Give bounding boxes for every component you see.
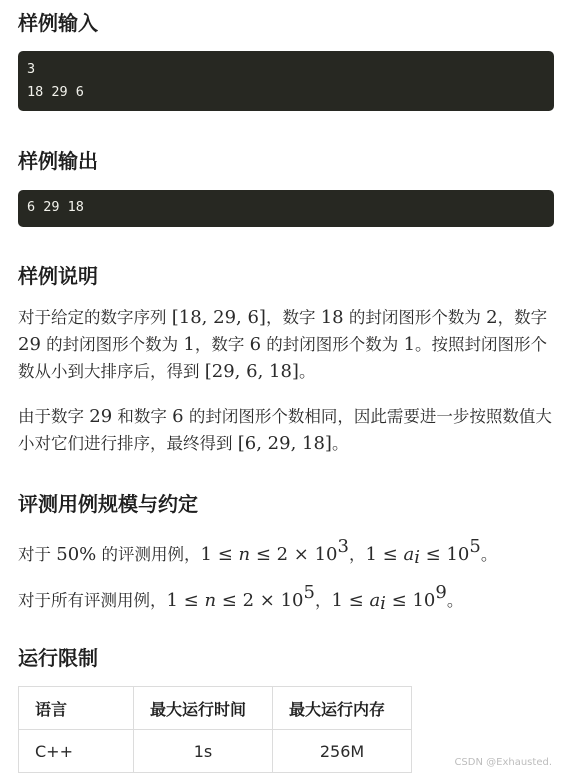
math: 1 — [403, 334, 416, 355]
text: ，数字 — [497, 308, 548, 327]
scale-heading: 评测用例规模与约定 — [18, 492, 198, 516]
math: 1 ≤ — [331, 590, 370, 611]
limits-table — [18, 686, 412, 773]
math: 1 — [183, 334, 195, 355]
math: 1 ≤ — [365, 544, 404, 565]
table-header-row — [19, 687, 412, 730]
math: 1 ≤ — [200, 544, 239, 565]
sample-input-code-block[interactable] — [18, 51, 554, 111]
text: 。按照封闭图形个数从小到大排序后，得到 — [18, 335, 548, 381]
text: 的封闭图形个数为 — [261, 335, 404, 354]
text: 的封闭图形个数为 — [343, 308, 487, 327]
text: ， — [348, 545, 366, 564]
sample-input-heading: 样例输入 — [18, 11, 98, 35]
math: ≤ 10 — [419, 544, 470, 565]
math: 29 — [89, 406, 113, 427]
math-sub: i — [414, 547, 420, 568]
text: 。 — [446, 591, 464, 610]
code-line: 3 — [27, 61, 36, 77]
math: [6, 29, 18] — [237, 433, 332, 454]
text: 的封闭图形个数为 — [40, 335, 184, 354]
cell-memory: 256M — [273, 730, 412, 773]
column-header-memory: 最大运行内存 — [273, 687, 412, 730]
cell-time: 1s — [134, 730, 273, 773]
math-sub: i — [380, 593, 386, 614]
math-exp: 5 — [303, 582, 315, 603]
text: ，数字 — [265, 308, 321, 327]
math-var: a — [403, 544, 415, 565]
explanation-paragraph-1 — [18, 304, 554, 385]
limits-heading: 运行限制 — [18, 646, 98, 670]
math: ≤ 10 — [385, 590, 436, 611]
text: 的封闭图形个数相同，因此需要进一步按照数值大小对它们进行排序，最终得到 — [18, 407, 552, 453]
math: 6 — [172, 406, 184, 427]
math: 18 — [320, 307, 344, 328]
math: [18, 29, 6] — [171, 307, 266, 328]
sample-output-heading: 样例输出 — [18, 149, 98, 173]
text: 的评测用例， — [96, 545, 201, 564]
column-header-language: 语言 — [19, 687, 134, 730]
math-var: a — [369, 590, 381, 611]
text: 对于 — [18, 545, 57, 564]
text: ，数字 — [194, 335, 250, 354]
cell-language: C++ — [19, 730, 134, 773]
math-exp: 3 — [337, 536, 349, 557]
text: 。 — [480, 545, 498, 564]
math-exp: 9 — [435, 582, 447, 603]
math: 29 — [18, 334, 41, 355]
text: 由于数字 — [18, 407, 90, 426]
math: 1 ≤ — [166, 590, 205, 611]
text: 对于给定的数字序列 — [18, 308, 172, 327]
text: ， — [314, 591, 332, 610]
explanation-heading: 样例说明 — [18, 264, 98, 288]
math: ≤ 2 × 10 — [216, 590, 304, 611]
text: 。 — [298, 362, 316, 381]
code-line: 6 29 18 — [27, 199, 84, 215]
math-var: n — [238, 544, 251, 565]
explanation-paragraph-2 — [18, 403, 554, 457]
text: 对于所有评测用例， — [18, 591, 167, 610]
math: 50% — [56, 544, 97, 565]
table-row — [19, 730, 412, 773]
scale-paragraph-1 — [18, 533, 554, 571]
column-header-time: 最大运行时间 — [134, 687, 273, 730]
scale-paragraph-2 — [18, 579, 554, 617]
math: 6 — [249, 334, 262, 355]
text: 和数字 — [112, 407, 173, 426]
sample-output-code-block[interactable] — [18, 190, 554, 227]
math-exp: 5 — [469, 536, 481, 557]
text: 。 — [331, 434, 349, 453]
math: ≤ 2 × 10 — [250, 544, 338, 565]
math-var: n — [204, 590, 217, 611]
math: [29, 6, 18] — [204, 361, 299, 382]
code-line: 18 29 6 — [27, 84, 84, 100]
math: 2 — [486, 307, 498, 328]
watermark: CSDN @Exhausted. — [454, 757, 552, 768]
